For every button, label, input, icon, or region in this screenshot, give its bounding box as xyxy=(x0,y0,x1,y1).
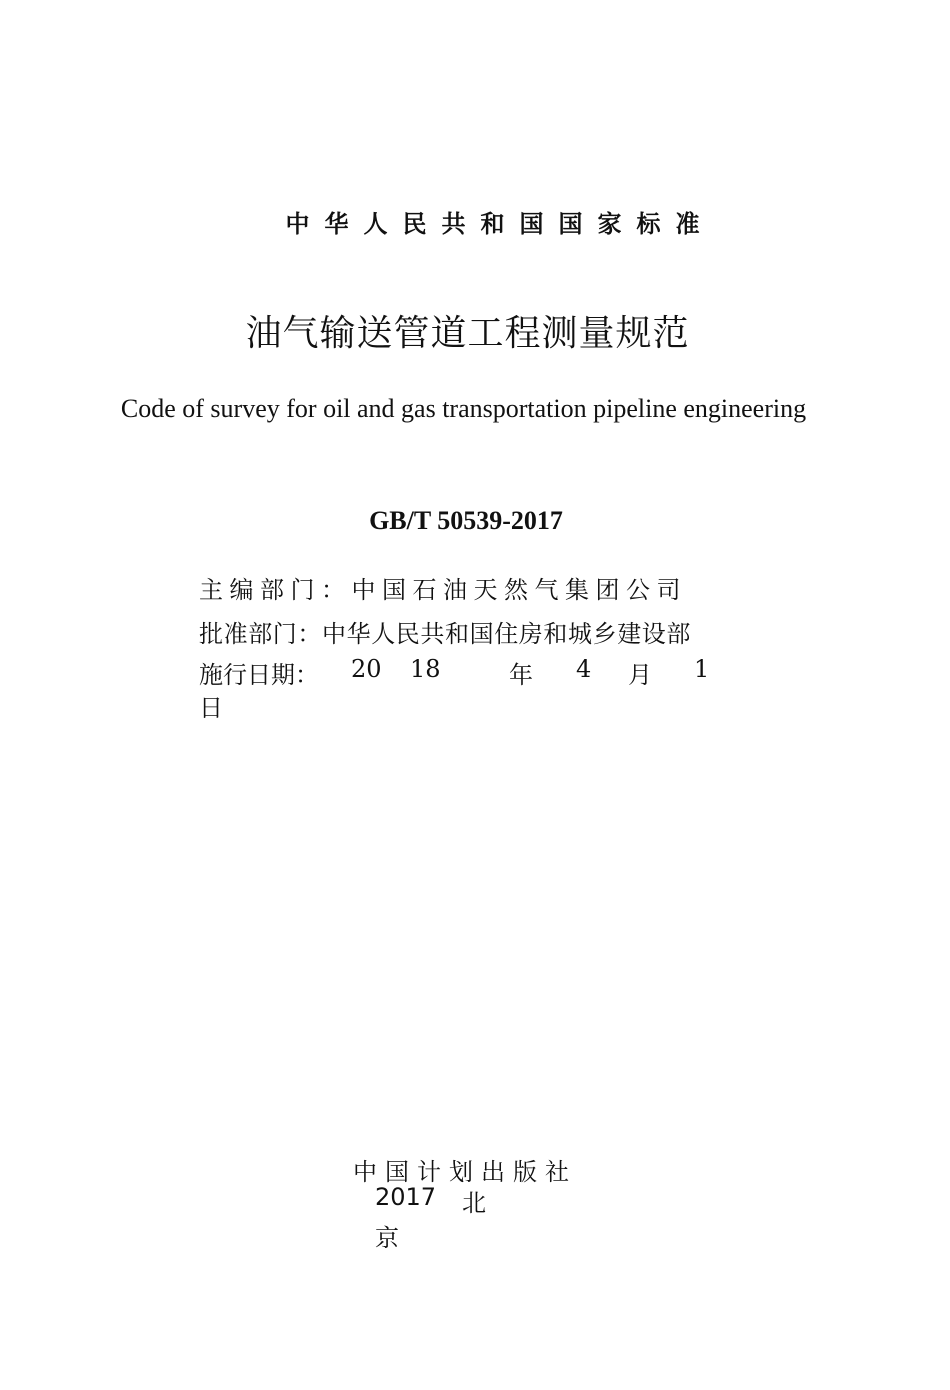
effective-date-year-unit: 年 xyxy=(509,661,533,689)
effective-date-month: 4 xyxy=(576,655,592,683)
effective-date-month-unit: 月 xyxy=(628,661,652,689)
effective-date-day-unit: 日 xyxy=(199,694,223,722)
effective-date-year-part-b: 18 xyxy=(410,655,441,683)
document-title-en: Code of survey for oil and gas transportation pipeline engineering xyxy=(120,394,807,423)
publish-city-part-a: 北 xyxy=(462,1189,486,1217)
effective-date-day: 1 xyxy=(694,655,710,683)
effective-date-label: 施行日期： xyxy=(199,661,319,689)
national-standard-heading: 中华人民共和国国家标准 xyxy=(285,210,715,238)
publish-city-part-b: 京 xyxy=(375,1224,399,1252)
standard-code: GB/T 50539-2017 xyxy=(369,506,563,535)
document-title-cn: 油气输送管道工程测量规范 xyxy=(245,313,690,354)
approving-department: 批准部门：中华人民共和国住房和城乡建设部 xyxy=(199,620,691,648)
editor-department: 主编部门：中国石油天然气集团公司 xyxy=(199,576,687,604)
effective-date-year-part-a: 20 xyxy=(351,655,382,683)
publish-year: 2017 xyxy=(375,1183,437,1211)
publisher-name: 中国计划出版社 xyxy=(353,1158,577,1186)
